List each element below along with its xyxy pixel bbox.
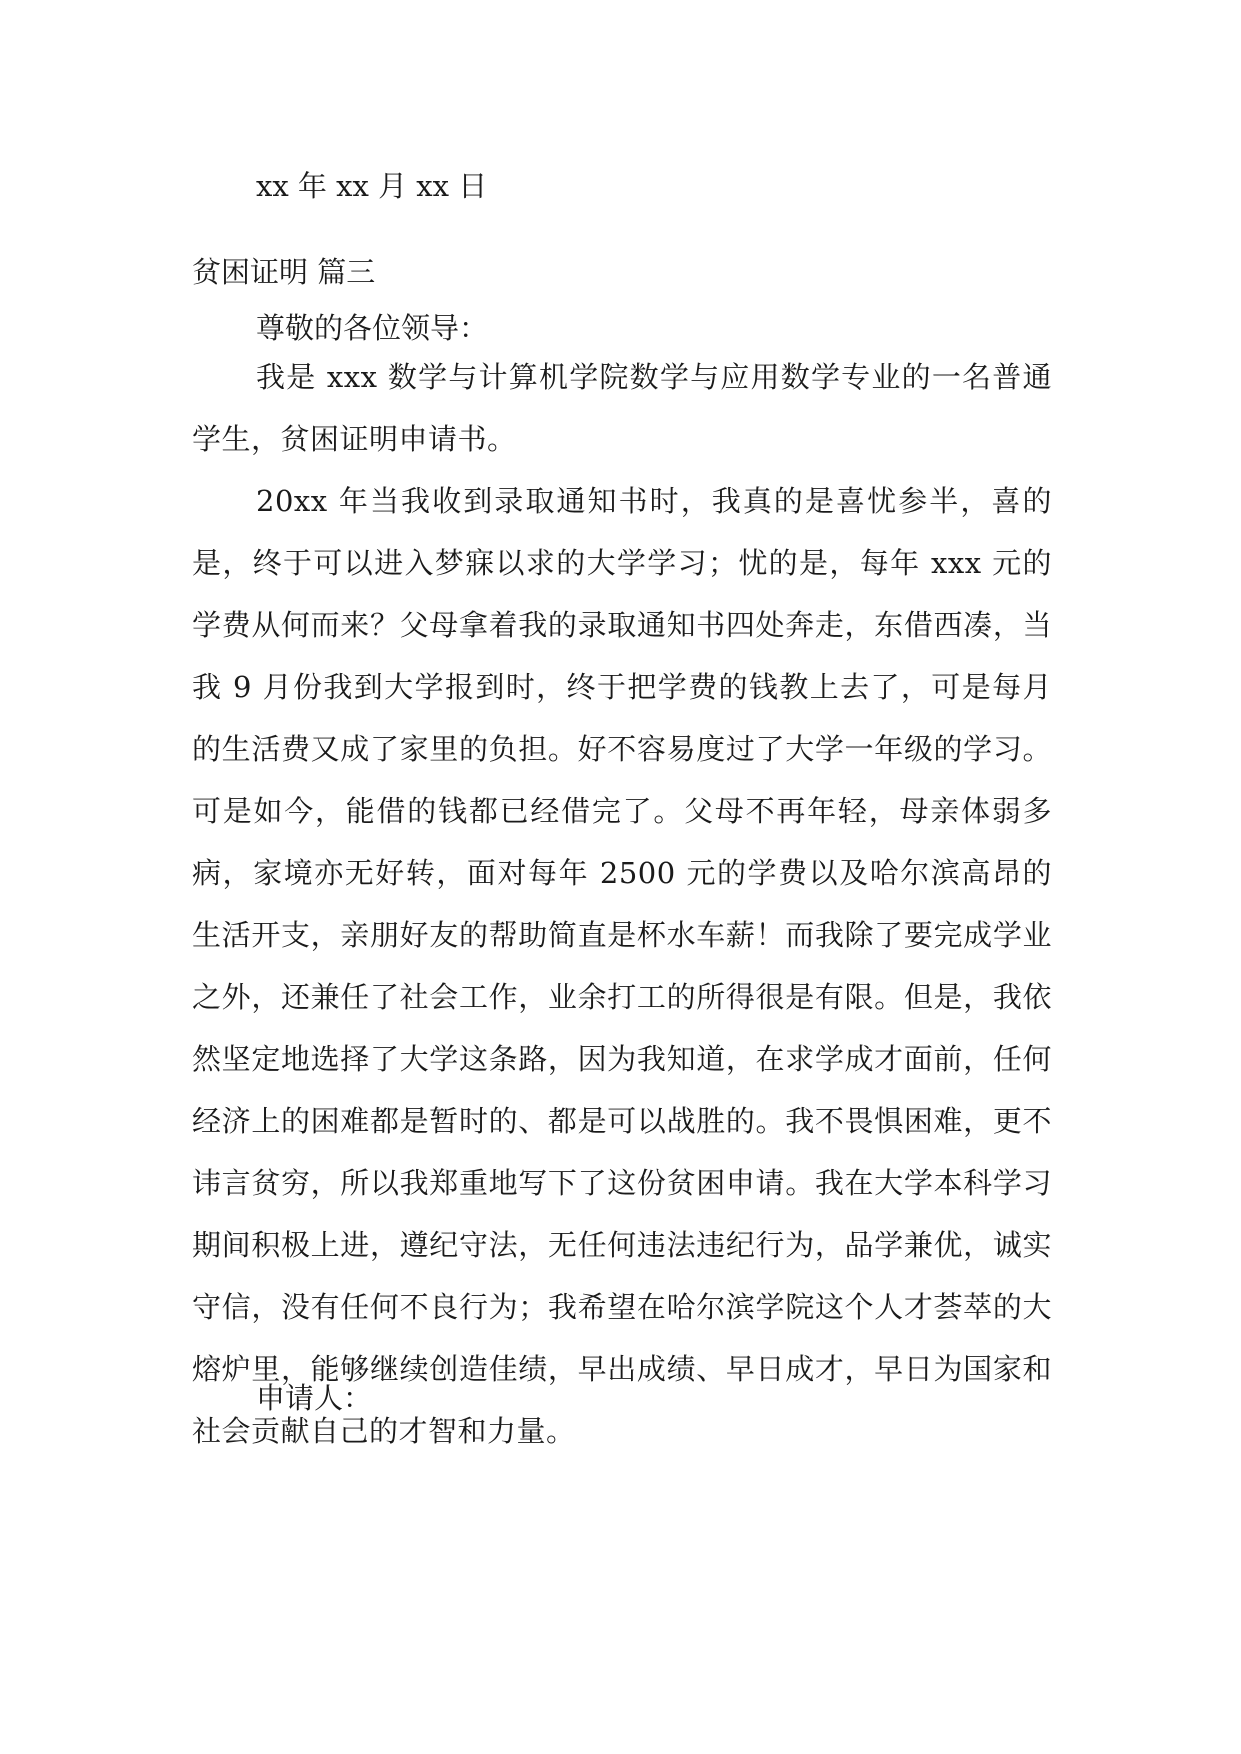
date-line: xx 年 xx 月 xx 日 (256, 169, 488, 203)
paragraph-intro: 我是 xxx 数学与计算机学院数学与应用数学专业的一名普通学生，贫困证明申请书。 (192, 360, 1052, 456)
paragraph-body: 20xx 年当我收到录取通知书时，我真的是喜忧参半，喜的是，终于可以进入梦寐以求的大学学习；忧的是，每年 xxx 元的学费从何而来？父母拿着我的录取通知书四处奔走，东借西凑，当我 9 月份我到大学报到时，终于把学费的钱教上去了，可是每月的生活费又成了家里的负担。好不容易度过了大学一年级的学习。可是如今，能借的钱都已经借完了。父母不再年轻，母亲体弱多病，家境亦无好转，面对每年 2500 元的学费以及哈尔滨高昂的生活开支，亲朋好友的帮助简直是杯水车薪！而我除了要完成学业之外，还兼任了社会工作，业余打工的所得很是有限。但是，我依然坚定地选择了大学这条路，因为我知道，在求学成才面前，任何经济上的困难都是暂时的、都是可以战胜的。我不畏惧困难，更不讳言贫穷，所以我郑重地写下了这份贫困申请。我在大学本科学习期间积极上进，遵纪守法，无任何违法违纪行为，品学兼优，诚实守信，没有任何不良行为；我希望在哈尔滨学院这个人才荟萃的大熔炉里，能够继续创造佳绩，早出成绩、早日成才，早日为国家和社会贡献自己的才智和力量。 (192, 484, 1052, 1448)
salutation: 尊敬的各位领导： (256, 311, 489, 345)
section-heading: 贫困证明 篇三 (192, 255, 376, 289)
applicant-label: 申请人： (256, 1381, 373, 1415)
